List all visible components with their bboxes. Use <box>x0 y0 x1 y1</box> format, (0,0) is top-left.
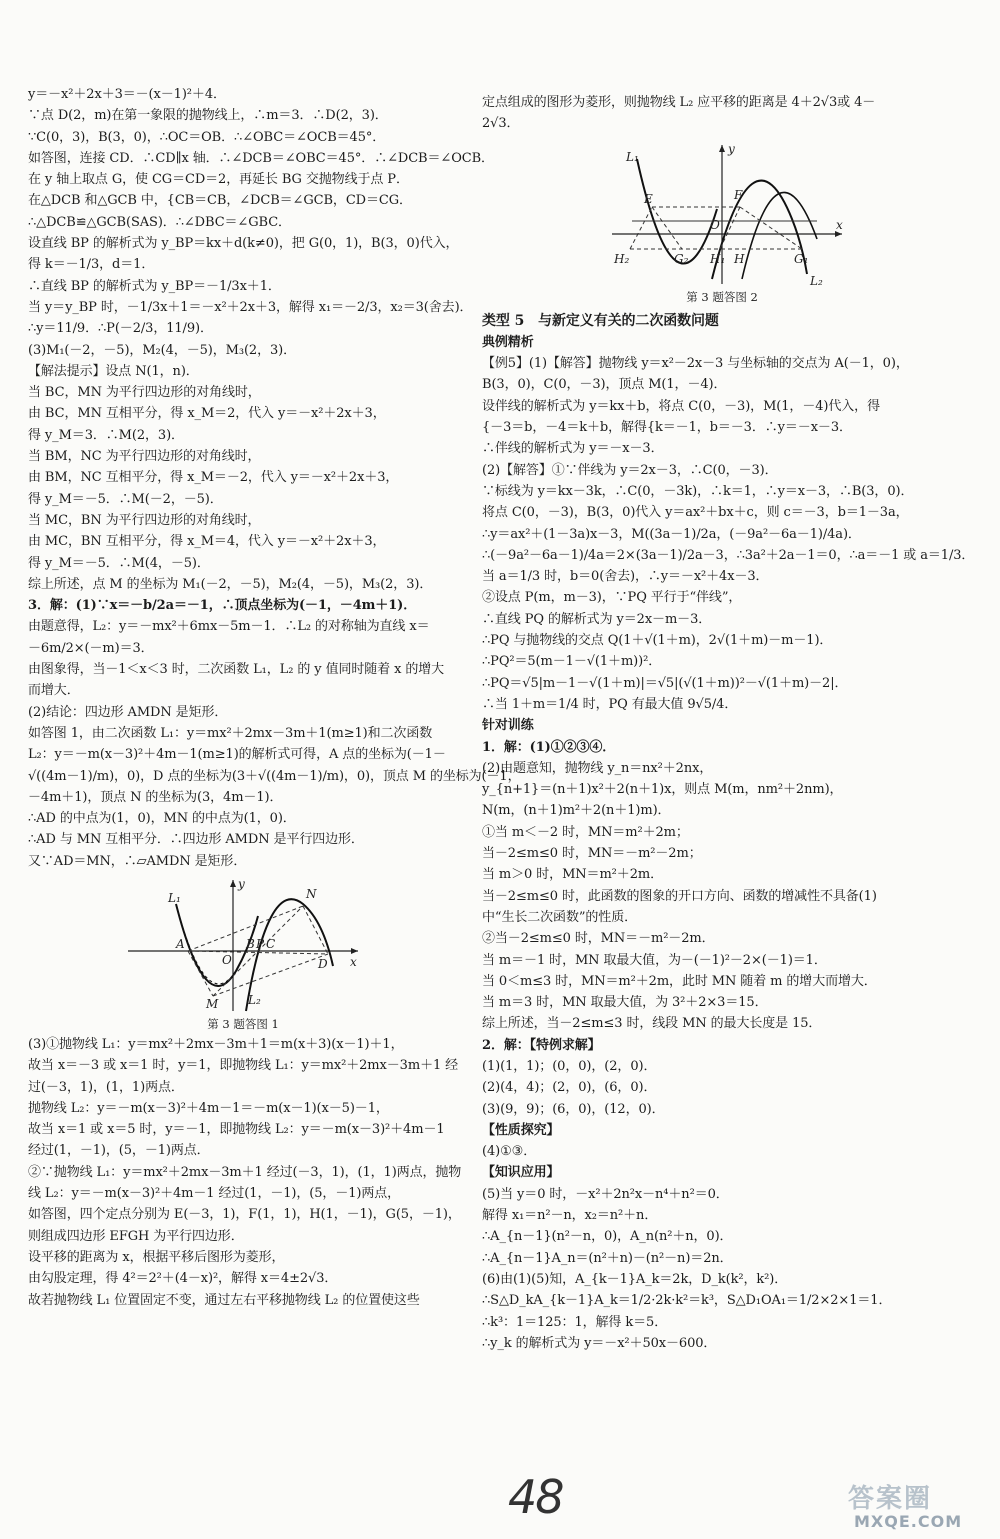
text-line: ∴(－9a²－6a－1)/4a＝2×(3a－1)/2a－3，∴3a²＋2a－1＝0，∴a＝－1 或 a＝1/3． <box>482 547 975 563</box>
label-y-fig2: y <box>728 141 735 156</box>
text-line: 3．解：(1)∵x＝－b/2a＝－1，∴顶点坐标为(－1，－4m＋1)． <box>28 598 417 614</box>
label-h: H <box>734 251 745 266</box>
watermark-site: MXQE.COM <box>854 1512 963 1531</box>
text-line: (3)M₁(－2，－5)，M₂(4，－5)，M₃(2，3)． <box>28 342 297 358</box>
text-line: ∴y＝11/9．∴P(－2/3，11/9)． <box>28 321 213 337</box>
text-line: 当 m＞0 时，MN＝m²＋2m． <box>482 867 663 883</box>
text-line: 中“生长二次函数”的性质． <box>482 909 637 925</box>
text-line: ②∵抛物线 L₁：y＝mx²＋2mx－3m＋1 经过(－3，1)，(1，1)两点，抛物 <box>28 1164 462 1180</box>
label-g1: G₁ <box>794 251 809 266</box>
text-line: 如答图，四个定点分别为 E(－3，1)，F(1，1)，H(1，－1)，G(5，－1)， <box>28 1207 461 1223</box>
text-line: (1)(1，1)；(0，0)，(2，0)． <box>482 1058 657 1074</box>
text-line: 如答图 1，由二次函数 L₁：y＝mx²＋2mx－3m＋1(m≥1)和二次函数 <box>28 725 433 741</box>
right-lines-bottom <box>482 353 982 1354</box>
subsection-title: 典例精析 <box>482 334 534 350</box>
text-line: ∵C(0，3)，B(3，0)，∴OC＝OB．∴∠OBC＝∠OCB＝45°． <box>28 129 386 145</box>
label-d: D <box>318 956 328 971</box>
text-line: √((4m－1)/m)，0)，D 点的坐标为(3＋√((4m－1)/m)，0)，顶点 M 的坐标为(－1， <box>28 768 521 784</box>
text-line: －6m/2×(－m)＝3． <box>28 640 154 656</box>
label-l1: L₁ <box>168 890 181 905</box>
right-column <box>482 92 982 1354</box>
parabola-l1-fig2 <box>637 159 717 264</box>
text-line: L₂：y＝－m(x－3)²＋4m－1(m≥1)的解析式可得，A 点的坐标为(－1－ <box>28 747 446 763</box>
text-line: 定点组成的图形为菱形，则抛物线 L₂ 应平移的距离是 4＋2√3或 4－ <box>482 95 876 110</box>
label-l1-fig2: L₁ <box>626 149 639 164</box>
text-line: 由题意得，L₂：y＝－mx²＋6mx－5m－1．∴L₂ 的对称轴为直线 x＝ <box>28 619 430 635</box>
label-m: M <box>206 996 219 1011</box>
text-line: 由 BM，NC 互相平分，得 x_M＝－2，代入 y＝－x²＋2x＋3， <box>28 470 399 486</box>
text-line: ∴PQ＝√5|m－1－√(1＋m)|＝√5|(√(1＋m))²－√(1＋m)－2|． <box>482 675 848 691</box>
text-line: ∴A_{n－1}A_n＝(n²＋n)－(n²－n)＝2n． <box>482 1250 733 1266</box>
text-line: 当 y＝y_BP 时，－1/3x＋1＝－x²＋2x＋3，解得 x₁＝－2/3，x₂＝3(舍去)． <box>28 299 473 315</box>
figure2-caption: 第 3 题答图 2 <box>686 289 758 304</box>
label-a: A <box>176 936 185 951</box>
text-line: (6)由(1)(5)知，A_{k－1}A_k＝2k，D_k(k²，k²)． <box>482 1271 788 1287</box>
text-line: 线 L₂：y＝－m(x－3)²＋4m－1 经过(1，－1)，(5，－1)两点， <box>28 1186 401 1202</box>
text-line: 2√3． <box>482 116 520 132</box>
text-line: 由图象得，当－1＜x＜3 时，二次函数 L₁，L₂ 的 y 值同时随着 x 的增大 <box>28 662 445 678</box>
left-lines-bottom <box>28 1034 462 1311</box>
label-l2-fig2: L₂ <box>810 273 823 288</box>
text-line: (4)①③． <box>482 1144 537 1160</box>
label-f: F <box>734 187 743 202</box>
text-line: 【知识应用】 <box>482 1165 560 1181</box>
text-line: ∴S△D_kA_{k－1}A_k＝1/2·2k·k²＝k³，S△D₁OA₁＝1/2×2×1＝1． <box>482 1293 892 1309</box>
text-line: ∴△DCB≌△GCB(SAS)．∴∠DBC＝∠GBC． <box>28 214 291 230</box>
watermark <box>848 1478 996 1534</box>
text-line: 设伴线的解析式为 y＝kx＋b，将点 C(0，－3)，M(1，－4)代入，得 <box>482 398 880 414</box>
text-line: 则组成四边形 EFGH 为平行四边形． <box>28 1228 244 1244</box>
text-line: B(3，0)，C(0，－3)，顶点 M(1，－4)． <box>482 377 727 393</box>
text-line: 由 MC，BN 互相平分，得 x_M＝4，代入 y＝－x²＋2x＋3， <box>28 534 386 550</box>
parabola-figure-2 <box>592 139 852 289</box>
text-line: (3)(9，9)；(6，0)，(12，0)． <box>482 1101 665 1117</box>
text-line: 当－2≤m≤0 时，MN＝－m²－2m； <box>482 846 702 862</box>
text-line: 当 a＝1/3 时，b＝0(舍去)，∴y＝－x²＋4x－3． <box>482 569 769 585</box>
text-line: ①当 m＜－2 时，MN＝m²＋2m； <box>482 824 689 840</box>
text-line: 2．解：【特例求解】 <box>482 1037 601 1053</box>
text-line: 综上所述，点 M 的坐标为 M₁(－2，－5)，M₂(4，－5)，M₃(2，3)． <box>28 576 433 592</box>
text-line: 【性质探究】 <box>482 1122 560 1138</box>
text-line: 如答图，连接 CD．∴CD∥x 轴．∴∠DCB＝∠OBC＝45°．∴∠DCB＝∠OCB． <box>28 150 494 166</box>
label-l2: L₂ <box>248 992 261 1007</box>
text-line: 解得 x₁＝n²－n，x₂＝n²＋n． <box>482 1208 658 1224</box>
text-line: ∴PQ²＝5(m－1－√(1＋m))²． <box>482 654 662 670</box>
label-p: P <box>256 936 265 951</box>
text-line: 当 m＝－1 时，MN 取最大值，为－(－1)²－2×(－1)＝1． <box>482 952 827 968</box>
text-line: 当 0＜m≤3 时，MN＝m²＋2m，此时 MN 随着 m 的增大而增大． <box>482 973 877 989</box>
text-line: 故当 x＝1 或 x＝5 时，y＝－1，即抛物线 L₂：y＝－m(x－3)²＋4m－1 <box>28 1122 445 1138</box>
parabola-figure-1 <box>118 876 368 1016</box>
text-line: 又∵AD＝MN，∴▱AMDN 是矩形． <box>28 853 247 869</box>
label-o-fig2: O <box>710 217 720 232</box>
text-line: 而增大． <box>28 683 80 699</box>
text-line: 当 BM，NC 为平行四边形的对角线时， <box>28 449 261 465</box>
text-line: 抛物线 L₂：y＝－m(x－3)²＋4m－1＝－m(x－1)(x－5)－1， <box>28 1100 389 1116</box>
label-x-fig2: x <box>836 217 843 232</box>
figure-3-answer-1 <box>118 876 368 1032</box>
label-n: N <box>306 886 317 901</box>
text-line: 当 BC，MN 为平行四边形的对角线时， <box>28 385 261 401</box>
text-line: ∴伴线的解析式为 y＝－x－3． <box>482 441 664 457</box>
text-line: 得 y_M＝3．∴M(2，3)． <box>28 427 184 443</box>
text-line: 当－2≤m≤0 时，此函数的图象的开口方向、函数的增减性不具备(1) <box>482 888 877 904</box>
text-line: 综上所述，当－2≤m≤3 时，线段 MN 的最大长度是 15． <box>482 1016 822 1032</box>
text-line: 经过(1，－1)，(5，－1)两点． <box>28 1143 210 1159</box>
text-line: 当 MC，BN 为平行四边形的对角线时， <box>28 512 261 528</box>
text-line: ∴直线 BP 的解析式为 y_BP＝－1/3x＋1． <box>28 278 281 294</box>
text-line: 将点 C(0，－3)，B(3，0)代入 y＝ax²＋bx＋c，则 c＝－3，b＝1－3a， <box>482 505 909 521</box>
watermark-badge: 答案圈 <box>848 1484 933 1514</box>
text-line: ∴y_k 的解析式为 y＝－x²＋50x－600． <box>482 1335 717 1351</box>
text-line: 过(－3，1)，(1，1)两点． <box>28 1079 184 1095</box>
text-line: ∴k³：1＝125：1，解得 k＝5． <box>482 1314 668 1330</box>
text-line: (2)由题意知，抛物线 y_n＝nx²＋2nx， <box>482 760 713 776</box>
label-x: x <box>350 954 357 969</box>
text-line: 设平移的距离为 x，根据平移后图形为菱形， <box>28 1249 285 1265</box>
text-line: －4m＋1)，顶点 N 的坐标为(3，4m－1)． <box>28 789 283 805</box>
text-line: ②当－2≤m≤0 时，MN＝－m²－2m． <box>482 931 715 947</box>
figure1-caption: 第 3 题答图 1 <box>207 1016 279 1031</box>
text-line: ∴当 1＋m＝1/4 时，PQ 有最大值 9√5/4． <box>482 696 738 712</box>
text-line: 在 y 轴上取点 G，使 CG＝CD＝2，再延长 BG 交抛物线于点 P． <box>28 172 409 188</box>
text-line: ∴直线 PQ 的解析式为 y＝2x－m－3． <box>482 611 712 627</box>
text-line: ∵标线为 y＝kx－3k，∴C(0，－3k)，∴k＝1，∴y＝x－3，∴B(3，0)． <box>482 483 914 499</box>
right-lines-top <box>482 92 982 135</box>
text-line: ②设点 P(m，m－3)，∵PQ 平行于“伴线”， <box>482 590 742 606</box>
text-line: 得 k＝－1/3，d＝1． <box>28 257 155 273</box>
text-line: 【解法提示】设点 N(1，n)． <box>28 363 199 379</box>
text-line: 得 y_M＝－5．∴M(－2，－5)． <box>28 491 223 507</box>
text-line: (2)【解答】①∵伴线为 y＝2x－3，∴C(0，－3)． <box>482 462 778 478</box>
text-line: ∴PQ 与抛物线的交点 Q(1＋√(1＋m)，2√(1＋m)－m－1)． <box>482 633 833 649</box>
text-line: 在△DCB 和△GCB 中，{CB＝CB，∠DCB＝∠GCB，CD＝CG． <box>28 193 412 209</box>
text-line: 由勾股定理，得 4²＝2²＋(4－x)²，解得 x＝4±2√3． <box>28 1271 338 1287</box>
text-line: 得 y_M＝－5．∴M(4，－5)． <box>28 555 210 571</box>
label-h1: H₁ <box>710 251 726 266</box>
text-line: 故若抛物线 L₁ 位置固定不变，通过左右平移抛物线 L₂ 的位置使这些 <box>28 1292 420 1308</box>
text-line: ∴y＝ax²＋(1－3a)x－3，M((3a－1)/2a，(－9a²－6a－1)/4a)． <box>482 526 861 542</box>
text-line: y＝－x²＋2x＋3＝－(x－1)²＋4． <box>28 87 226 102</box>
text-line: y_{n+1}＝(n＋1)x²＋2(n＋1)x，则点 M(m，nm²＋2nm)， <box>482 782 843 798</box>
text-line: ∴AD 的中点为(1，0)，MN 的中点为(1，0)． <box>28 811 296 827</box>
text-line: ∵点 D(2，m)在第一象限的抛物线上，∴m＝3．∴D(2，3)． <box>28 108 388 124</box>
text-line: 【例5】(1)【解答】抛物线 y＝x²－2x－3 与坐标轴的交点为 A(－1，0)， <box>482 356 909 372</box>
text-line: N(m，(n＋1)m²＋2(n＋1)m)． <box>482 803 671 819</box>
label-b: B <box>246 936 255 951</box>
text-line: 由 BC，MN 互相平分，得 x_M＝2，代入 y＝－x²＋2x＋3， <box>28 406 386 422</box>
page-number: 48 <box>508 1470 563 1524</box>
text-line: (5)当 y＝0 时，－x²＋2n²x－n⁴＋n²＝0． <box>482 1186 729 1202</box>
text-line: 针对训练 <box>482 718 534 734</box>
label-g2: G₂ <box>674 251 689 266</box>
text-line: (2)(4，4)；(2，0)，(6，0)． <box>482 1080 657 1096</box>
label-o: O <box>222 952 232 967</box>
figure-3-answer-2 <box>592 139 852 305</box>
text-line: (3)①抛物线 L₁：y＝mx²＋2mx－3m＋1＝m(x＋3)(x－1)＋1， <box>28 1036 404 1052</box>
label-y: y <box>238 876 245 891</box>
text-line: ∴AD 与 MN 互相平分．∴四边形 AMDN 是平行四边形． <box>28 832 364 848</box>
text-line: 当 m＝3 时，MN 取最大值，为 3²＋2×3＝15． <box>482 995 768 1011</box>
section-title: 类型 5 与新定义有关的二次函数问题 <box>482 312 719 329</box>
text-line: ∴A_{n－1}(n²－n，0)，A_n(n²＋n，0)． <box>482 1229 733 1245</box>
label-c: C <box>266 936 276 951</box>
label-h2: H₂ <box>614 251 630 266</box>
text-line: 1．解：(1)①②③④． <box>482 739 616 755</box>
text-line: {－3＝b，－4＝k＋b，解得{k＝－1，b＝－3．∴y＝－x－3． <box>482 420 852 436</box>
label-e: E <box>644 191 653 206</box>
text-line: 故当 x＝－3 或 x＝1 时，y＝1，即抛物线 L₁：y＝mx²＋2mx－3m＋1 经 <box>28 1058 459 1074</box>
text-line: (2)结论：四边形 AMDN 是矩形． <box>28 704 228 720</box>
text-line: 设直线 BP 的解析式为 y_BP＝kx＋d(k≠0)，把 G(0，1)，B(3，0)代入， <box>28 236 459 252</box>
